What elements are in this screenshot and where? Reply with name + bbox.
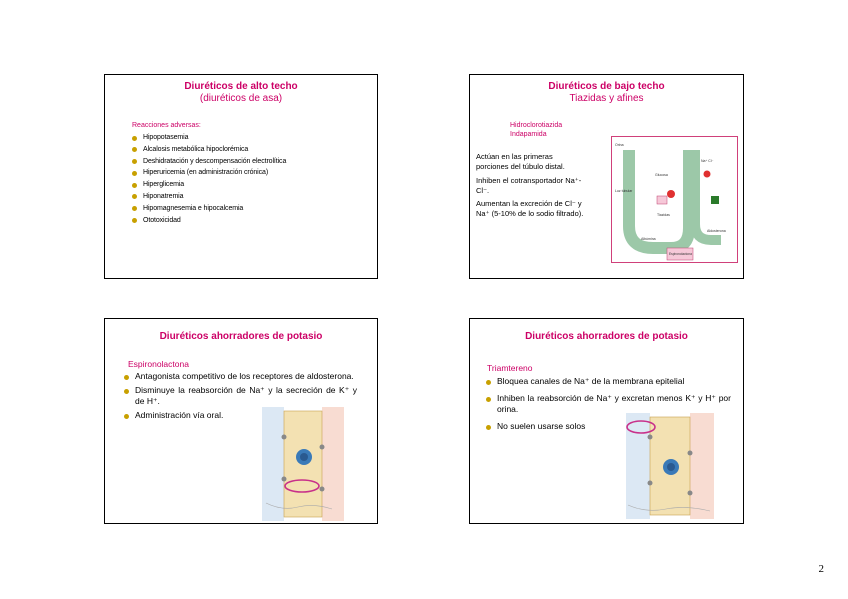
diagram-label: Glucosa [655,173,668,177]
bullet-icon [132,136,137,141]
cell-diagram [626,413,714,519]
list-item: Hipopotasemia [130,132,370,144]
bullet-icon [486,425,491,430]
slide-title: Diuréticos ahorradores de potasio [525,331,688,342]
drug-label: Hidroclorotiazida [510,122,563,129]
diagram-label: Na⁺ Cl⁻ [701,159,714,163]
page-number: 2 [818,563,824,575]
cell-diagram [262,407,344,521]
diagram-label: Aldosterona [707,229,726,233]
list-item: Inhiben la reabsorción de Na⁺ y excretan menos K⁺ y H⁺ por orina. [484,393,731,415]
section-label: Reacciones adversas: [132,122,201,129]
bullet-icon [124,414,129,419]
bullet-icon [132,218,137,223]
diagram-label: Espironolactona [669,252,692,256]
bullet-icon [124,389,129,394]
diagram-label: Albúmina [641,237,656,241]
bullet-icon [124,375,129,380]
diagram-label: Luz tubular [615,189,633,193]
slide-thiazides [469,74,744,279]
list-item: Disminuye la reabsorción de Na⁺ y la secreción de K⁺ y de H⁺. [122,385,357,407]
diagram-label: Orina [615,143,624,147]
slide-title: Diuréticos ahorradores de potasio [159,331,323,342]
paragraph: Inhiben el cotransportador Na⁺-Cl⁻. [476,176,582,195]
diagram-label: Tiazidas [657,213,670,217]
bullet-icon [486,380,491,385]
drug-label: Indapamida [510,131,547,138]
adverse-reactions-list [130,132,370,226]
list-item: Bloquea canales de Na⁺ de la membrana epitelial [484,376,731,387]
transporter-icon [667,190,675,198]
bullet-icon [486,397,491,402]
slide-title: Diuréticos de bajo techo [548,81,665,92]
list-item: Administración vía oral. [122,410,357,421]
section-label: Espironolactona [128,359,189,369]
slide-spironolactone [104,318,378,524]
list-item: Alcalosis metabólica hipoclorémica [130,144,370,156]
slide-triamterene [469,318,744,524]
slide-subtitle: Tiazidas y afines [569,93,644,104]
list-item: Ototoxicidad [130,215,370,227]
slide-subtitle: (diuréticos de asa) [199,93,283,104]
paragraph: Aumentan la excreción de Cl⁻ y Na⁺ (5-10% de lo sodio filtrado). [476,199,584,218]
list-item: Hiperglicemia [130,179,370,191]
list-item: Antagonista competitivo de los receptores de aldosterona. [122,371,357,382]
slide-title: Diuréticos de alto techo [184,81,298,92]
bullet-icon [132,194,137,199]
slide-loop-diuretics [104,74,378,279]
list-item: Hiperuricemia (en administración crónica) [130,167,370,179]
bullet-icon [132,159,137,164]
bullet-icon [132,206,137,211]
list-item: Hiponatremia [130,191,370,203]
section-label: Triamtereno [487,363,533,373]
paragraph: Actúan en las primeras porciones del túbulo distal. [476,152,565,171]
nephron-diagram [611,136,738,263]
bullet-icon [132,183,137,188]
list-item: Deshidratación y descompensación electrolítica [130,156,370,168]
bullet-icon [132,147,137,152]
bullet-icon [132,171,137,176]
list-item: No suelen usarse solos [484,421,731,432]
list-item: Hipomagnesemia e hipocalcemia [130,203,370,215]
